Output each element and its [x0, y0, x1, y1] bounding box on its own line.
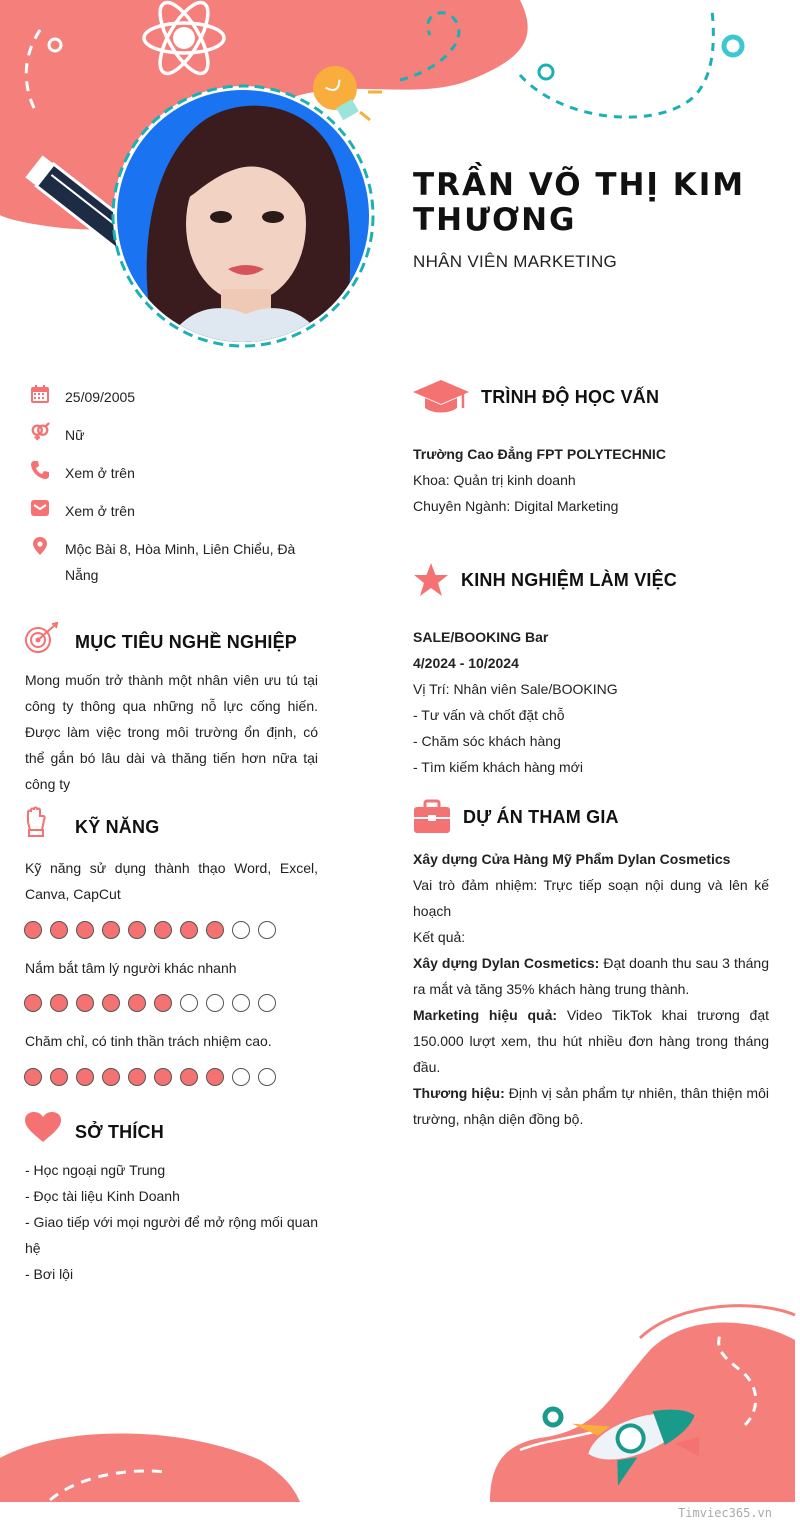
- address-value: Mộc Bài 8, Hòa Minh, Liên Chiểu, Đà Nẵng: [65, 541, 296, 583]
- briefcase-icon: [413, 799, 451, 835]
- rating-dot-empty: [180, 994, 198, 1012]
- avatar: [116, 89, 370, 343]
- objective-title: MỤC TIÊU NGHỀ NGHIỆP: [75, 632, 298, 652]
- project-name: Xây dựng Cửa Hàng Mỹ Phẩm Dylan Cosmetics: [413, 851, 731, 867]
- hobby-item: - Giao tiếp với mọi người để mở rộng mối quan hệ: [25, 1214, 318, 1256]
- rating-dot-empty: [206, 994, 224, 1012]
- project-details: [413, 846, 769, 1132]
- location-pin-icon: [30, 536, 50, 556]
- project-result-label: Kết quả:: [413, 929, 466, 945]
- result-text: Định vị sản phẩm tự nhiên, thân thiện môi trường, nhận diện đồng bộ.: [413, 1085, 769, 1127]
- rating-dot-filled: [154, 1068, 172, 1086]
- watermark: Timviec365.vn: [678, 1506, 772, 1520]
- result-label: Marketing hiệu quả:: [413, 1007, 558, 1023]
- rating-dot-empty: [258, 994, 276, 1012]
- candidate-role: NHÂN VIÊN MARKETING: [413, 252, 618, 271]
- rating-dot-filled: [102, 921, 120, 939]
- skill-label: Nắm bắt tâm lý người khác nhanh: [25, 960, 237, 976]
- rating-dot-filled: [50, 1068, 68, 1086]
- major: Chuyên Ngành: Digital Marketing: [413, 498, 619, 514]
- duty-item: - Tư vấn và chốt đặt chỗ: [413, 707, 565, 723]
- rating-dot-filled: [154, 994, 172, 1012]
- experience-details: [413, 624, 773, 780]
- graduation-cap-icon: [413, 380, 469, 414]
- target-icon: [24, 622, 60, 654]
- result-text: Video TikTok khai trương đạt 150.000 lượt xem, thu hút nhiều đơn hàng trong tháng đầu.: [413, 1007, 770, 1075]
- rating-dot-filled: [180, 1068, 198, 1086]
- rating-dot-filled: [50, 921, 68, 939]
- contact-email: [30, 498, 330, 524]
- skill-rating: [24, 994, 276, 1012]
- contact-address: [30, 536, 330, 588]
- rating-dot-filled: [76, 921, 94, 939]
- duty-item: - Tìm kiếm khách hàng mới: [413, 759, 583, 775]
- birthday-value: 25/09/2005: [65, 389, 136, 405]
- rating-dot-filled: [128, 921, 146, 939]
- hobby-item: - Bơi lội: [25, 1266, 74, 1282]
- rating-dot-empty: [232, 921, 250, 939]
- faculty: Khoa: Quản trị kinh doanh: [413, 472, 576, 488]
- duty-item: - Chăm sóc khách hàng: [413, 733, 561, 749]
- fist-icon: [24, 806, 48, 838]
- gender-value: Nữ: [65, 427, 85, 443]
- skills-title: KỸ NĂNG: [75, 817, 160, 837]
- contact-birthday: [30, 384, 330, 410]
- skill-label: Kỹ năng sử dụng thành thạo Word, Excel, Canva, CapCut: [25, 860, 318, 902]
- hobby-item: - Học ngoại ngữ Trung: [25, 1162, 166, 1178]
- rating-dot-filled: [206, 921, 224, 939]
- education-title: TRÌNH ĐỘ HỌC VẤN: [481, 387, 660, 407]
- email-icon: [30, 498, 50, 518]
- phone-icon: [30, 460, 50, 480]
- result-label: Thương hiệu:: [413, 1085, 505, 1101]
- email-value: Xem ở trên: [65, 503, 135, 519]
- result-text: Đạt doanh thu sau 3 tháng ra mắt và tăng 35% khách hàng trung thành.: [413, 955, 769, 997]
- school-name: Trường Cao Đẳng FPT POLYTECHNIC: [413, 446, 666, 462]
- candidate-name: TRẦN VÕ THỊ KIM THƯƠNG: [413, 167, 746, 238]
- objective-text: Mong muốn trở thành một nhân viên ưu tú tại công ty thông qua những nỗ lực cống hiến. Được làm việc trong môi trường ổn định, có thể gắn bó lâu dài và thăng tiến hơn nữa tại công ty: [25, 672, 318, 792]
- experience-title: KINH NGHIỆM LÀM VIỆC: [461, 570, 678, 590]
- hobby-item: - Đọc tài liệu Kinh Doanh: [25, 1188, 180, 1204]
- project-result: [413, 1002, 769, 1080]
- rating-dot-empty: [258, 1068, 276, 1086]
- rating-dot-filled: [180, 921, 198, 939]
- star-icon: [413, 563, 449, 597]
- gender-icon: [30, 422, 50, 442]
- rating-dot-filled: [24, 994, 42, 1012]
- rating-dot-empty: [232, 994, 250, 1012]
- rating-dot-filled: [76, 994, 94, 1012]
- rating-dot-filled: [76, 1068, 94, 1086]
- rating-dot-empty: [232, 1068, 250, 1086]
- rating-dot-filled: [102, 1068, 120, 1086]
- contact-gender: [30, 422, 330, 448]
- hobbies-title: SỞ THÍCH: [75, 1122, 164, 1142]
- result-label: Xây dựng Dylan Cosmetics:: [413, 955, 600, 971]
- rating-dot-filled: [24, 921, 42, 939]
- hobby-list: [25, 1157, 318, 1287]
- contact-phone: [30, 460, 330, 486]
- phone-value: Xem ở trên: [65, 465, 135, 481]
- rating-dot-filled: [24, 1068, 42, 1086]
- skill-label: Chăm chỉ, có tinh thần trách nhiệm cao.: [25, 1033, 272, 1049]
- project-role: Vai trò đảm nhiệm: Trực tiếp soạn nội dung và lên kế hoạch: [413, 877, 769, 919]
- rating-dot-filled: [128, 994, 146, 1012]
- rating-dot-filled: [102, 994, 120, 1012]
- work-period: 4/2024 - 10/2024: [413, 655, 519, 671]
- calendar-icon: [30, 384, 50, 404]
- footer-decoration: [0, 1290, 800, 1528]
- rating-dot-filled: [128, 1068, 146, 1086]
- company-name: SALE/BOOKING Bar: [413, 629, 549, 645]
- rating-dot-filled: [206, 1068, 224, 1086]
- heart-icon: [24, 1111, 62, 1143]
- skill-rating: [24, 1068, 276, 1086]
- projects-title: DỰ ÁN THAM GIA: [463, 807, 619, 827]
- rating-dot-filled: [154, 921, 172, 939]
- skill-rating: [24, 921, 276, 939]
- project-result: [413, 1080, 769, 1132]
- rating-dot-filled: [50, 994, 68, 1012]
- position: Vị Trí: Nhân viên Sale/BOOKING: [413, 681, 618, 697]
- project-result: [413, 950, 769, 1002]
- education-details: [413, 441, 773, 519]
- rating-dot-empty: [258, 921, 276, 939]
